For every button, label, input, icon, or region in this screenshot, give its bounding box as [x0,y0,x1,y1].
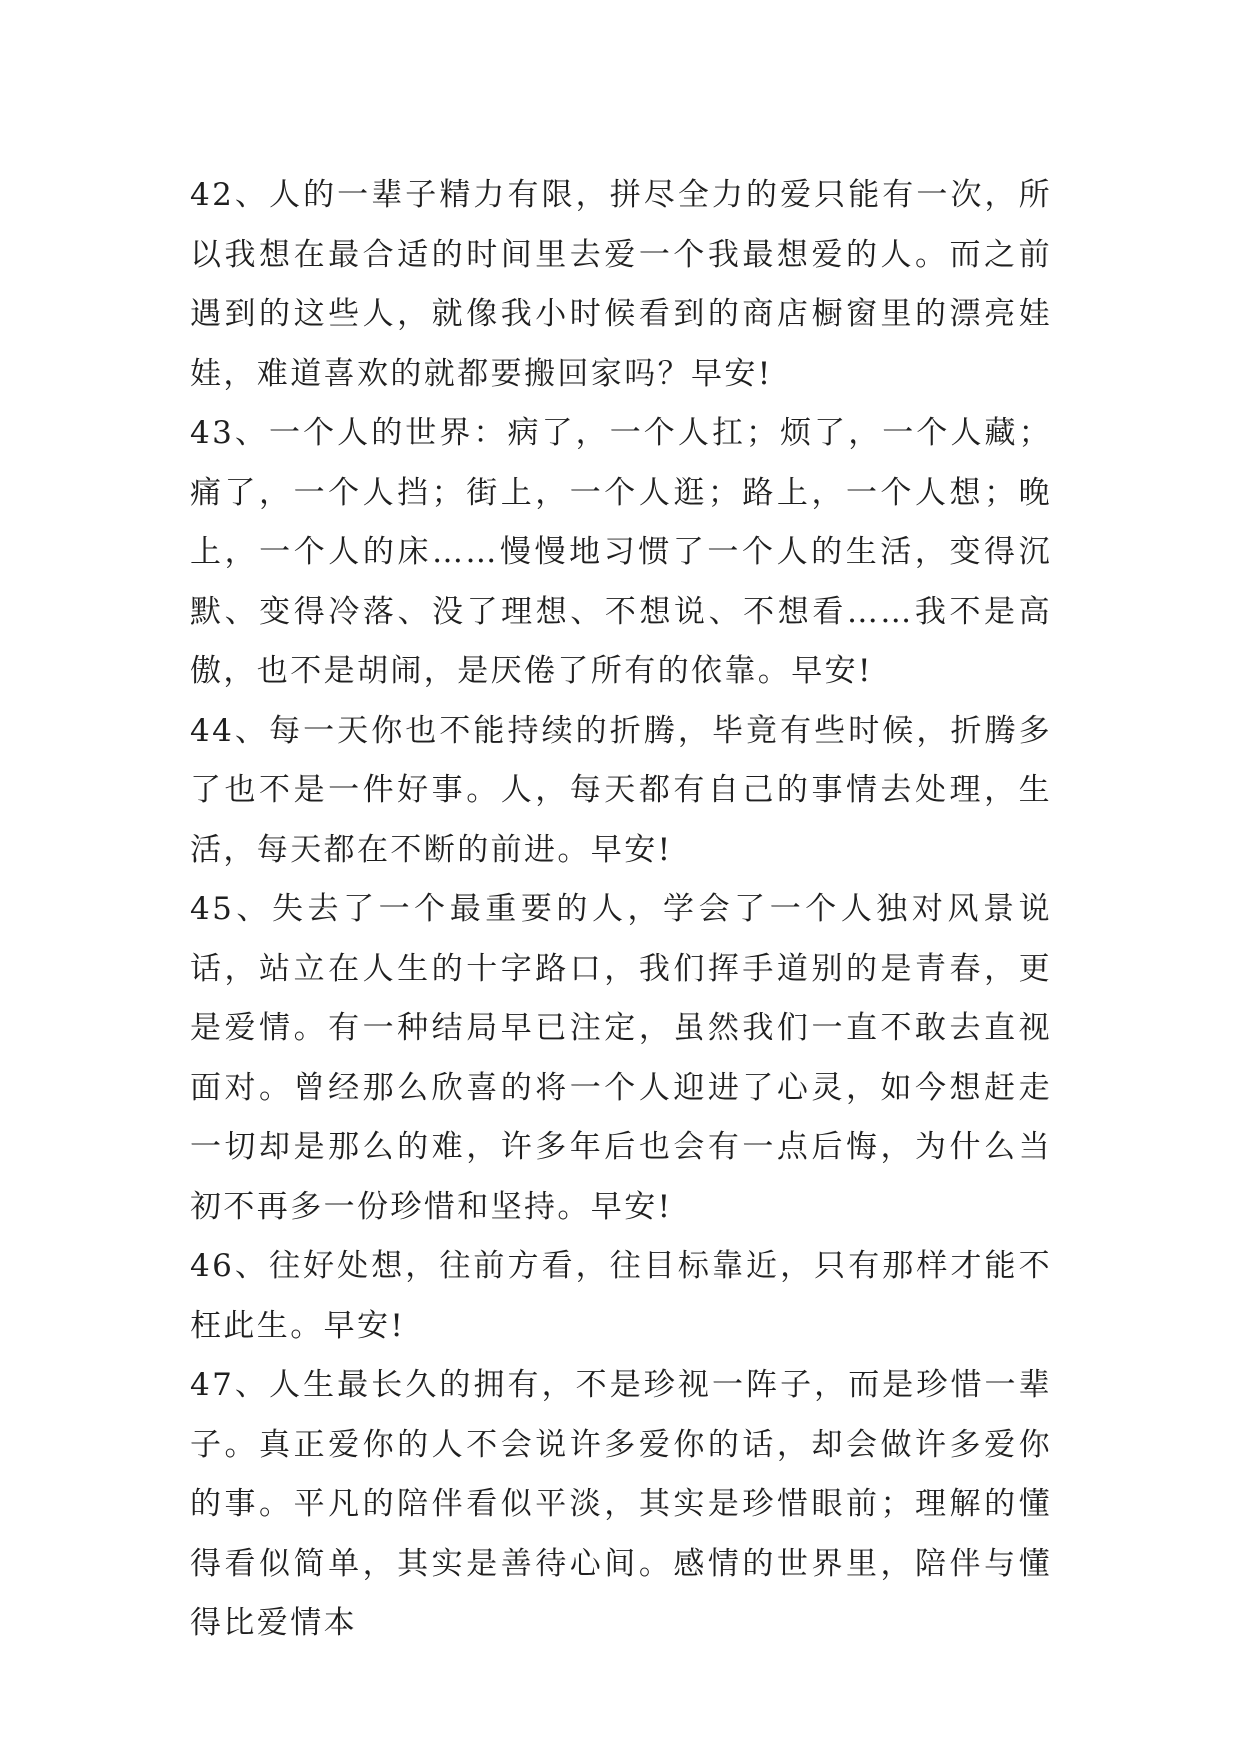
paragraph-44: 44、每一天你也不能持续的折腾，毕竟有些时候，折腾多了也不是一件好事。人，每天都有自己的事情去处理，生活，每天都在不断的前进。早安! [190,712,1052,868]
paragraph-43: 43、一个人的世界：病了，一个人扛；烦了，一个人藏；痛了，一个人挡；街上，一个人逛；路上，一个人想；晚上，一个人的床……慢慢地习惯了一个人的生活，变得沉默、变得冷落、没了理想、不想说、不想看……我不是高傲，也不是胡闹，是厌倦了所有的依靠。早安! [190,415,1052,689]
paragraph-46: 46、往好处想，往前方看，往目标靠近，只有那样才能不枉此生。早安! [190,1248,1052,1344]
paragraph-42: 42、人的一辈子精力有限，拼尽全力的爱只能有一次，所以我想在最合适的时间里去爱一个我最想爱的人。而之前遇到的这些人，就像我小时候看到的商店橱窗里的漂亮娃娃，难道喜欢的就都要搬回家吗？早安! [190,177,1052,392]
paragraph-47: 47、人生最长久的拥有，不是珍视一阵子，而是珍惜一辈子。真正爱你的人不会说许多爱你的话，却会做许多爱你的事。平凡的陪伴看似平淡，其实是珍惜眼前；理解的懂得看似简单，其实是善待心间。感情的世界里，陪伴与懂得比爱情本 [190,1367,1052,1641]
paragraph-45: 45、失去了一个最重要的人，学会了一个人独对风景说话，站立在人生的十字路口，我们挥手道别的是青春，更是爱情。有一种结局早已注定，虽然我们一直不敢去直视面对。曾经那么欣喜的将一个人迎进了心灵，如今想赶走一切却是那么的难，许多年后也会有一点后悔，为什么当初不再多一份珍惜和坚持。早安! [190,891,1052,1225]
document-body [190,166,1052,1654]
